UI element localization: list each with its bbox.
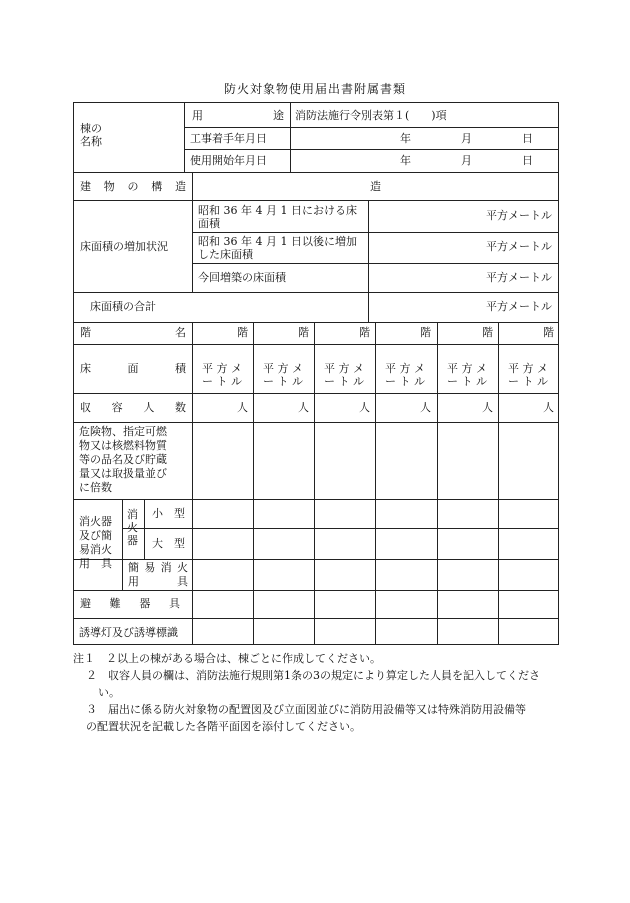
- note-2: ２ 収容人員の欄は、消防法施行規則第1条の3の規定により算定した人員を記入してくださ: [86, 669, 540, 682]
- guide-light-label: 誘導灯及び誘導標識: [79, 626, 178, 639]
- structure-label: 建物の構造: [80, 180, 186, 193]
- note-3: ３ 届出に係る防火対象物の配置図及び立面図並びに消防用設備等又は特殊消防用設備等: [86, 703, 526, 716]
- page-title: 防火対象物使用届出書附属書類: [223, 82, 406, 96]
- area-total-unit: 平方メートル: [486, 300, 552, 313]
- floor-unit: 階: [482, 326, 493, 339]
- structure-suffix: 造: [370, 180, 381, 193]
- area-row-after-s36: 昭和 36 年 4 月 1 日以後に増加 した床面積: [198, 235, 357, 261]
- capacity-unit: 人: [359, 401, 370, 414]
- capacity-unit: 人: [482, 401, 493, 414]
- floor-area-unit: 平 方 メ ー ト ル: [263, 362, 303, 388]
- floor-area-unit: 平 方 メ ー ト ル: [508, 362, 548, 388]
- use-label: 用 途: [192, 109, 284, 122]
- area-row-s36: 昭和 36 年 4 月 1 日における床 面積: [198, 204, 357, 230]
- capacity-unit: 人: [420, 401, 431, 414]
- floor-unit: 階: [543, 326, 554, 339]
- capacity-unit: 人: [543, 401, 554, 414]
- large-label: 大 型: [152, 537, 185, 550]
- note-1: 注１ ２以上の棟がある場合は、棟ごとに作成してください。: [73, 652, 381, 665]
- area-unit: 平方メートル: [486, 209, 552, 222]
- use-start-label: 使用開始年月日: [190, 154, 267, 167]
- area-unit: 平方メートル: [486, 271, 552, 284]
- extinguisher-label: 消火器 及び簡 易消火 用 具: [79, 515, 112, 570]
- date-month-unit: 月: [461, 132, 472, 145]
- construction-start-label: 工事着手年月日: [190, 132, 267, 145]
- use-value: 消防法施行令別表第１( )項: [295, 109, 447, 122]
- floor-area-increase-label: 床面積の増加状況: [80, 240, 168, 253]
- date-year-unit: 年: [400, 154, 411, 167]
- date-day-unit: 日: [522, 154, 533, 167]
- floor-area-unit: 平 方 メ ー ト ル: [324, 362, 364, 388]
- floor-unit: 階: [298, 326, 309, 339]
- capacity-label: 収容人数: [80, 401, 186, 414]
- capacity-unit: 人: [298, 401, 309, 414]
- date-month-unit: 月: [461, 154, 472, 167]
- date-year-unit: 年: [400, 132, 411, 145]
- floor-area-unit: 平 方 メ ー ト ル: [447, 362, 487, 388]
- extinguisher-sub-label: 消 火 器: [127, 508, 138, 547]
- note-2-cont: い。: [98, 686, 120, 699]
- floor-unit: 階: [237, 326, 248, 339]
- simple-extinguisher-label: 簡易消火 用 具: [128, 561, 188, 588]
- area-unit: 平方メートル: [486, 240, 552, 253]
- hazmat-label: 危険物、指定可燃 物又は核燃料物質 等の品名及び貯蔵 量又は取扱量並び に倍数: [79, 425, 167, 494]
- evacuation-label: 避難器具: [80, 597, 180, 610]
- building-name-label: 棟の 名称: [80, 122, 102, 148]
- floor-name-label: 階名: [80, 326, 186, 339]
- notes: [73, 650, 563, 735]
- small-label: 小 型: [152, 507, 185, 520]
- note-3-cont: の配置状況を記載した各階平面図を添付してください。: [86, 720, 361, 733]
- floor-area-unit: 平 方 メ ー ト ル: [385, 362, 425, 388]
- floor-unit: 階: [359, 326, 370, 339]
- attachment-form-table: [73, 102, 559, 645]
- date-day-unit: 日: [522, 132, 533, 145]
- floor-area-unit: 平 方 メ ー ト ル: [202, 362, 242, 388]
- floor-unit: 階: [420, 326, 431, 339]
- floor-area-label: 床面積: [80, 362, 186, 375]
- area-row-this-addition: 今回増築の床面積: [198, 271, 286, 284]
- area-total-label: 床面積の合計: [90, 300, 156, 313]
- capacity-unit: 人: [237, 401, 248, 414]
